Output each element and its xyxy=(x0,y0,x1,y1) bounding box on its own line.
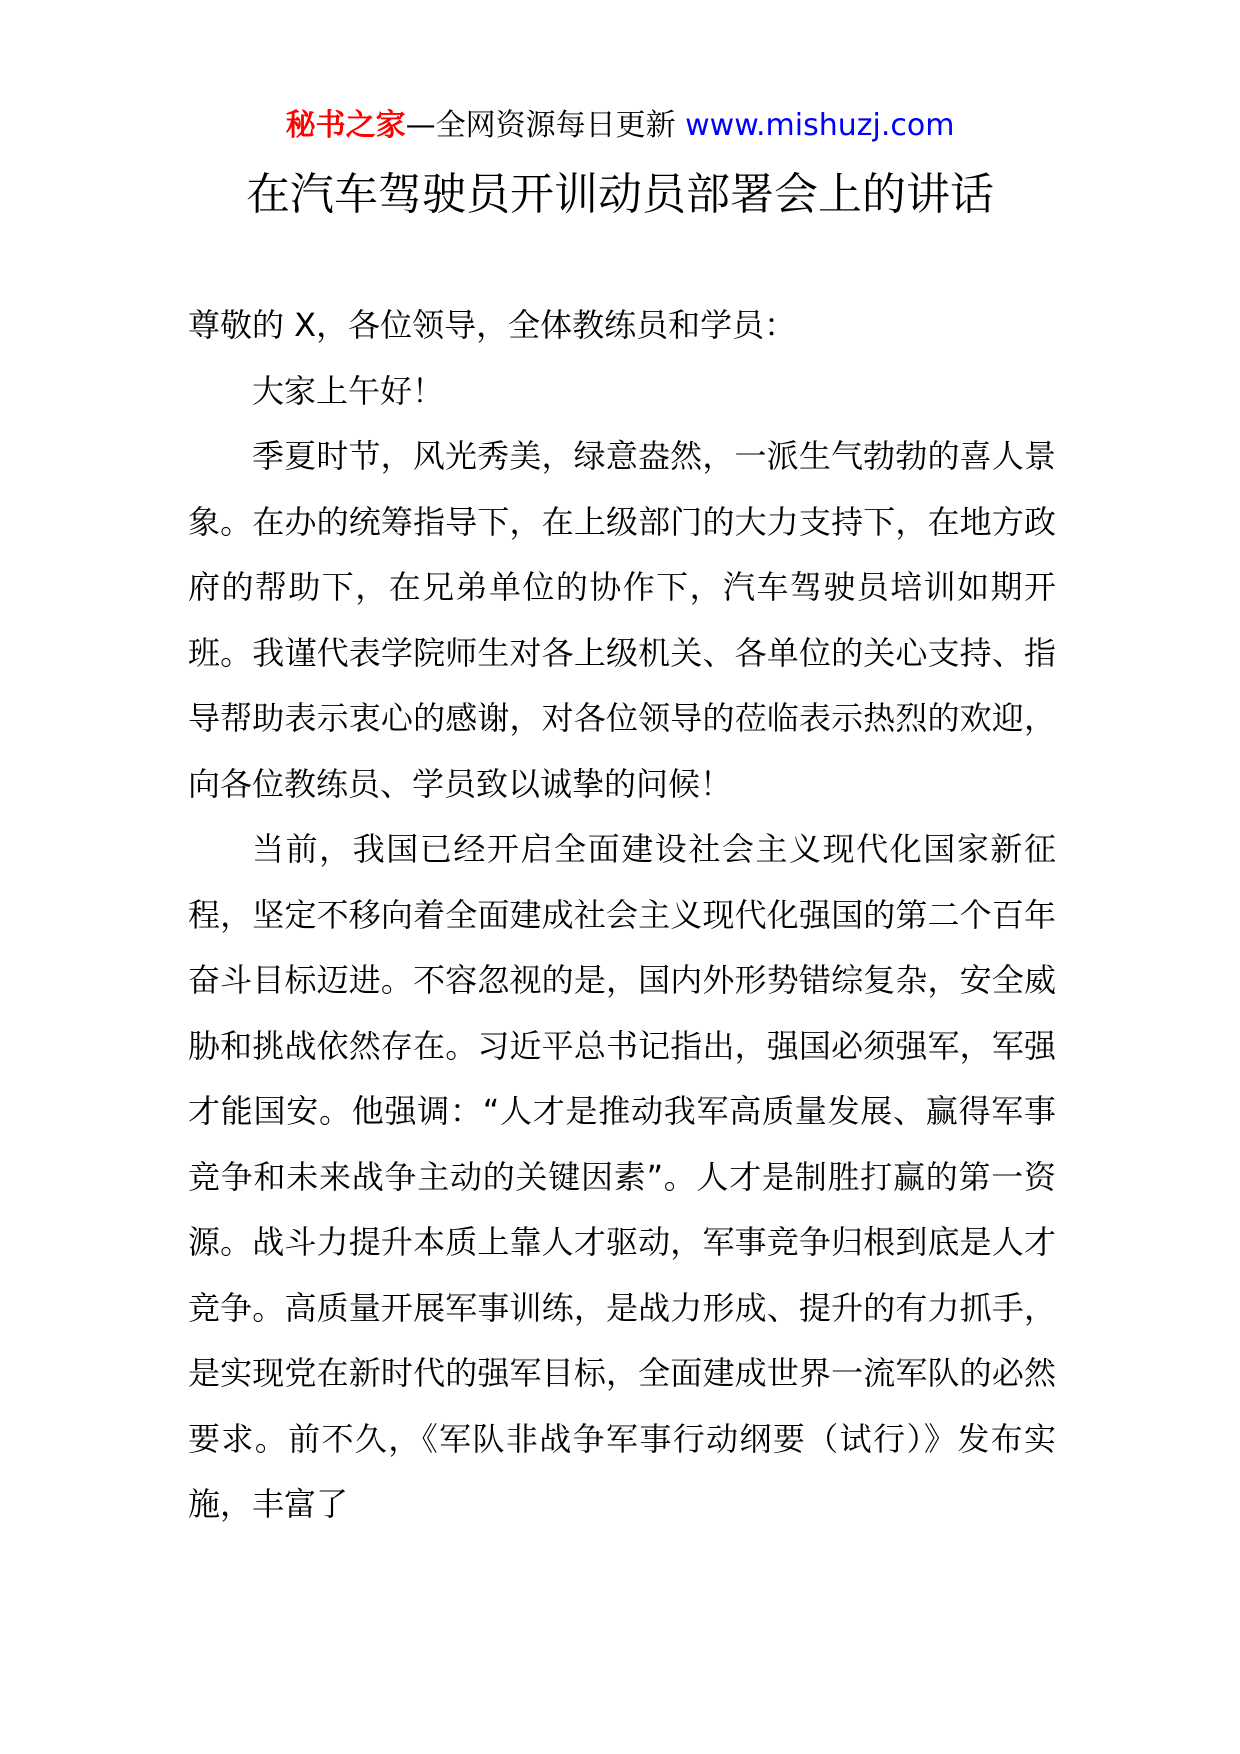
document-body xyxy=(188,293,1056,1538)
site-url-link[interactable]: www.mishuzj.com xyxy=(685,108,955,143)
paragraph-context: 当前，我国已经开启全面建设社会主义现代化国家新征程，坚定不移向着全面建成社会主义现代化强国的第二个百年奋斗目标迈进。不容忽视的是，国内外形势错综复杂，安全威胁和挑战依然存在。习近平总书记指出，强国必须强军，军强才能国安。他强调：“人才是推动我军高质量发展、赢得军事竞争和未来战争主动的关键因素”。人才是制胜打赢的第一资源。战斗力提升本质上靠人才驱动，军事竞争归根到底是人才竞争。高质量开展军事训练，是战力形成、提升的有力抓手，是实现党在新时代的强军目标，全面建成世界一流军队的必然要求。前不久，《军队非战争军事行动纲要（试行）》发布实施，丰富了 xyxy=(188,830,1056,1523)
document-title: 在汽车驾驶员开训动员部署会上的讲话 xyxy=(246,169,994,220)
site-tagline: —全网资源每日更新 xyxy=(405,108,676,143)
salutation: 尊敬的 X，各位领导，全体教练员和学员： xyxy=(188,306,797,344)
paragraph-greeting: 大家上午好！ xyxy=(252,371,445,410)
site-brand: 秘书之家 xyxy=(285,108,406,143)
site-header xyxy=(0,106,1240,146)
paragraph-opening: 季夏时节，风光秀美，绿意盎然，一派生气勃勃的喜人景象。在办的统筹指导下，在上级部门的大力支持下，在地方政府的帮助下，在兄弟单位的协作下，汽车驾驶员培训如期开班。我谨代表学院师生对各上级机关、各单位的关心支持、指导帮助表示衷心的感谢，对各位领导的莅临表示热烈的欢迎，向各位教练员、学员致以诚挚的问候！ xyxy=(188,437,1056,803)
